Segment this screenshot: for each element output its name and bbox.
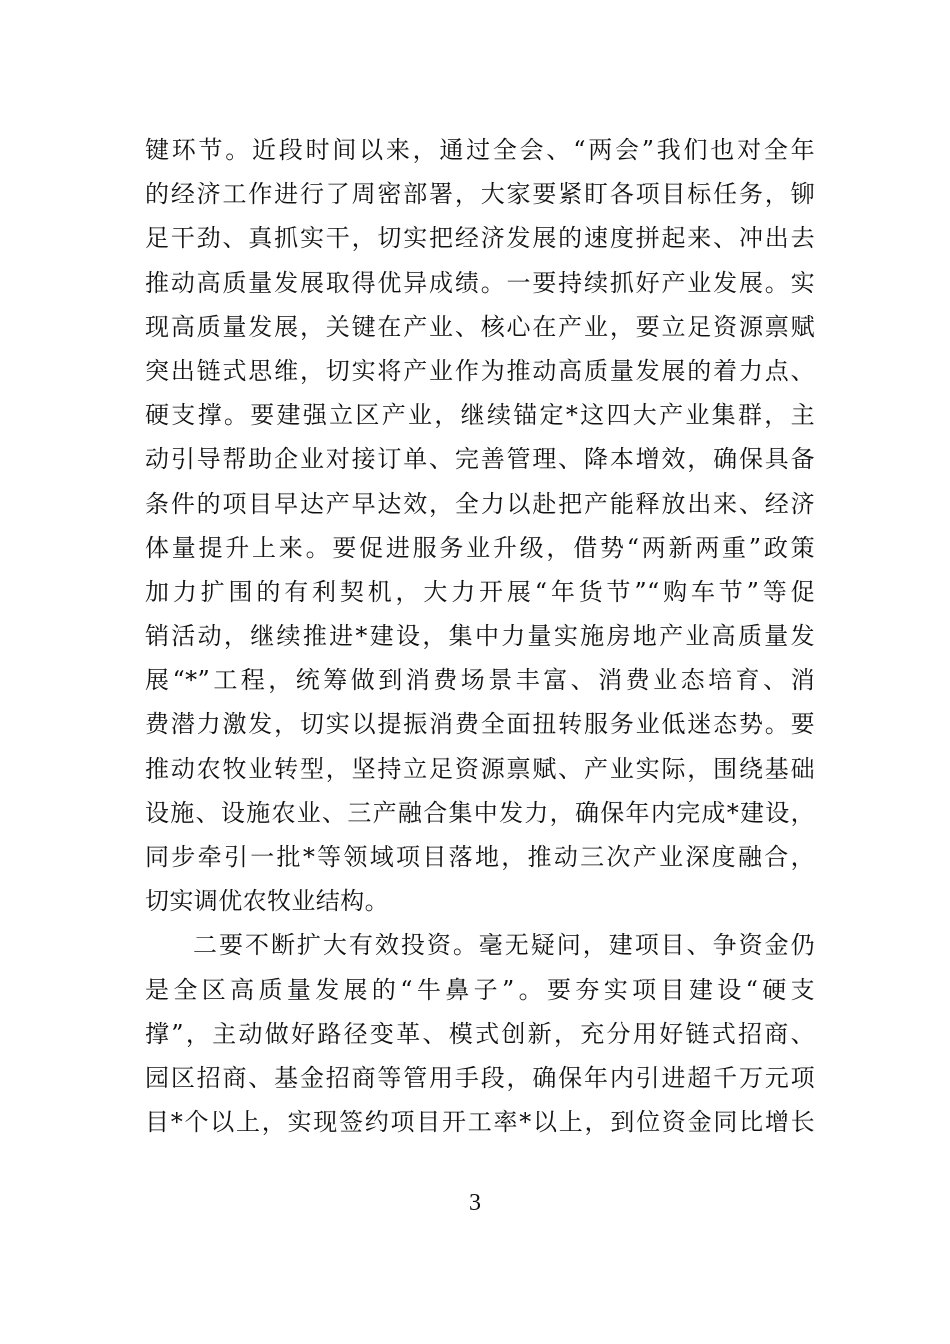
text-line: 园区招商、基金招商等管用手段，确保年内引进超千万元项 [145, 1063, 815, 1092]
text-line: 动引导帮助企业对接订单、完善管理、降本增效，确保具备 [145, 445, 815, 474]
text-line: 加力扩围的有利契机，大力开展“年货节”“购车节”等促 [145, 577, 815, 606]
page-number: 3 [469, 1190, 481, 1216]
text-line: 目*个以上，实现签约项目开工率*以上，到位资金同比增长 [145, 1108, 815, 1137]
paragraph-1 [145, 128, 815, 923]
text-line: 体量提升上来。要促进服务业升级，借势“两新两重”政策 [145, 533, 815, 562]
text-line: 设施、设施农业、三产融合集中发力，确保年内完成*建设， [145, 798, 815, 827]
paragraph-2 [145, 923, 815, 1144]
text-line: 突出链式思维，切实将产业作为推动高质量发展的着力点、 [145, 356, 815, 385]
text-line: 同步牵引一批*等领域项目落地，推动三次产业深度融合， [145, 843, 815, 871]
text-line: 的经济工作进行了周密部署，大家要紧盯各项目标任务，铆 [145, 180, 815, 209]
text-line: 切实调优农牧业结构。 [145, 887, 389, 916]
text-line: 撑”，主动做好路径变革、模式创新，充分用好链式招商、 [145, 1019, 815, 1048]
text-line: 现高质量发展，关键在产业、核心在产业，要立足资源禀赋 [145, 312, 815, 341]
text-line: 销活动，继续推进*建设，集中力量实施房地产业高质量发 [145, 622, 815, 651]
text-line: 硬支撑。要建强立区产业，继续锚定*这四大产业集群，主 [145, 401, 815, 430]
text-line: 是全区高质量发展的“牛鼻子”。要夯实项目建设“硬支 [145, 975, 815, 1004]
text-line: 推动农牧业转型，坚持立足资源禀赋、产业实际，围绕基础 [145, 754, 815, 783]
text-line: 键环节。近段时间以来，通过全会、“两会”我们也对全年 [145, 136, 815, 164]
text-line: 推动高质量发展取得优异成绩。一要持续抓好产业发展。实 [145, 268, 815, 297]
text-line: 费潜力激发，切实以提振消费全面扭转服务业低迷态势。要 [145, 710, 815, 739]
text-line: 足干劲、真抓实干，切实把经济发展的速度拼起来、冲出去 [145, 224, 815, 253]
body-text [145, 128, 815, 1144]
text-line: 二要不断扩大有效投资。毫无疑问，建项目、争资金仍 [193, 931, 815, 960]
text-line: 展“*”工程，统筹做到消费场景丰富、消费业态培育、消 [145, 666, 815, 695]
text-line: 条件的项目早达产早达效，全力以赴把产能释放出来、经济 [145, 489, 815, 518]
